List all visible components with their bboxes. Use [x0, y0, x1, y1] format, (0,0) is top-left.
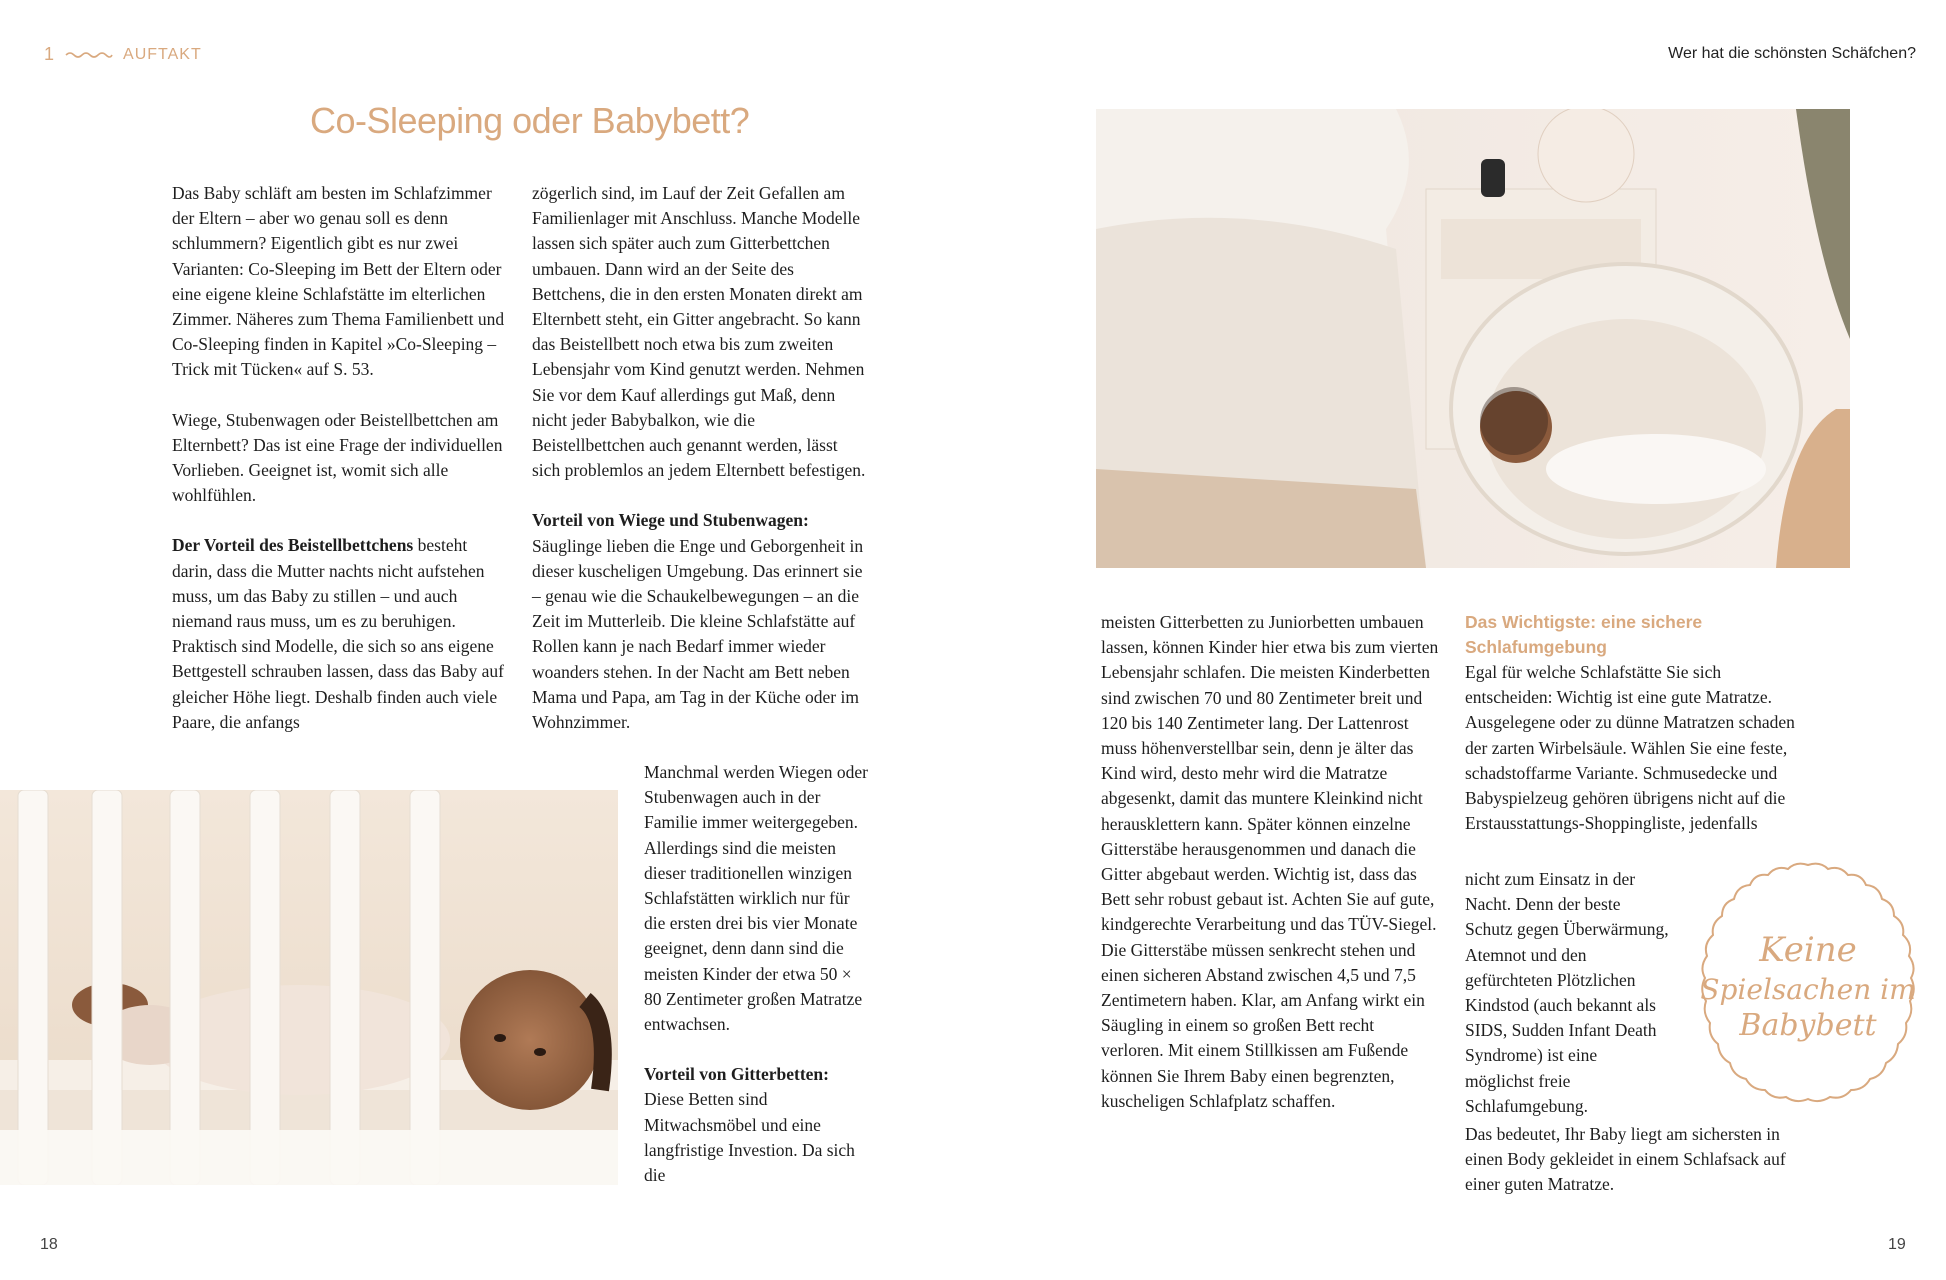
scalloped-circle-icon — [1678, 853, 1938, 1113]
text-column-2b — [644, 760, 872, 1188]
running-title: Wer hat die schönsten Schäfchen? — [1668, 45, 1916, 62]
page-number-left: 18 — [40, 1236, 58, 1253]
paragraph: Egal für welche Schlafstätte Sie sich entscheiden: Wichtig ist eine gute Matratze. Ausgelegene oder zu dünne Matratzen schaden der zarten Wirbelsäule. Wählen Sie eine feste, schadstoffarme Variante. Schmusedecke und Babyspielzeug gehören übrigens nicht auf die Erstausstattungs-Shoppingliste, jedenfalls — [1465, 662, 1795, 834]
paragraph: Säuglinge lieben die Enge und Geborgenheit in dieser kuscheligen Umgebung. Das erinnert sie – genau wie die Schaukelbewegungen – an die Zeit im Mutterleib. Die kleine Schlafstätte auf Rollen kann je nach Bedarf immer wieder woanders stehen. In der Nacht am Bett neben Mama und Papa, am Tag in der Küche oder im Wohnzimmer. — [532, 535, 864, 733]
chapter-label: AUFTAKT — [123, 45, 202, 63]
paragraph: Das Baby schläft am besten im Schlafzimmer der Eltern – aber wo genau soll es denn schlummern? Eigentlich gibt es nur zwei Varianten: Co-Sleeping im Bett der Eltern oder eine eigene kleine Schlafstätte im elterlichen Zimmer. Näheres zum Thema Familienbett und Co-Sleeping finden in Kapitel »Co-Sleeping – Trick mit Tücken« auf S. 53. — [172, 183, 505, 380]
paragraph: Wiege, Stubenwagen oder Beistellbettchen am Elternbett? Das ist eine Frage der individuellen Vorlieben. Geeignet ist, womit sich alle wohlfühlen. — [172, 409, 503, 506]
paragraph: zögerlich sind, im Lauf der Zeit Gefallen am Familienlager mit Anschluss. Manche Modelle lassen sich später auch zum Gitterbettchen umbauen. Dann wird an der Seite des Bettchens, die in den ersten Monaten direkt am Elternbett steht, ein Gitter angebracht. So kann das Beistellbett noch etwa bis zum zweiten Lebensjahr vom Kind genutzt werden. Nehmen Sie vor dem Kauf allerdings gut Maß, denn nicht jeder Babybalkon, wie die Beistellbettchen auch genannt werden, lässt sich problemlos an jedem Elternbett befestigen. — [532, 183, 866, 481]
baby-in-crib-photo — [0, 790, 618, 1185]
crib-illustration — [0, 790, 618, 1185]
paragraph: nicht zum Einsatz in der Nacht. Denn der beste Schutz gegen Überwärmung, Atemnot und den gefürchteten Plötzlichen Kindstod (auch bekannt als SIDS, Sudden Infant Death Syndrome) ist eine möglichst freie Schlafumgebung. — [1465, 869, 1669, 1116]
info-sidebar-end — [1465, 1122, 1805, 1198]
stamp-line-2: Spielsachen im — [1700, 973, 1916, 1006]
chapter-number: 1 — [44, 44, 56, 64]
paragraph: Das bedeutet, Ihr Baby liegt am sichersten in einen Body gekleidet in einem Schlafsack auf einer guten Matratze. — [1465, 1124, 1786, 1195]
stamp-line-1: Keine — [1759, 930, 1857, 970]
info-sidebar-wrap — [1465, 867, 1670, 1119]
info-sidebar — [1465, 610, 1801, 836]
subheading: Vorteil von Gitterbetten: — [644, 1064, 829, 1085]
sidebar-heading: Das Wichtigste: eine sichere Schlafumgebung — [1465, 612, 1703, 657]
bassinet-photo — [1096, 109, 1850, 568]
paragraph: meisten Gitterbetten zu Juniorbetten umbauen lassen, können Kinder hier etwa bis zum vierten Lebensjahr schlafen. Die meisten Kinderbetten sind zwischen 70 und 80 Zentimeter breit und 120 bis 140 Zentimeter lang. Der Lattenrost muss höhenverstellbar sein, denn je älter das Kind wird, desto mehr wird die Matratze abgesenkt, damit das muntere Kleinkind nicht herausklettern kann. Später können einzelne Gitterstäbe herausgenommen und danach die Gitter abgebaut werden. Wichtig ist, dass das Bett sehr robust gebaut ist. Achten Sie auf gute, kindgerechte Verarbeitung und das TÜV-Siegel. Die Gitterstäbe müssen senkrecht stehen und einen sicheren Abstand zwischen 4,5 und 7,5 Zentimetern haben. Klar, am Anfang wirkt ein Säugling in einem so großen Bett recht verloren. Mit einem Stillkissen am Fußende können Sie Ihrem Baby einen begrenzten, kuscheligen Schlafplatz schaffen. — [1101, 612, 1439, 1111]
text-column-3 — [1101, 610, 1441, 1114]
paragraph: Diese Betten sind Mitwachsmöbel und eine langfristige Investion. Da sich die — [644, 1089, 855, 1186]
stamp-line-3: Babybett — [1739, 1008, 1877, 1043]
text-column-2 — [532, 181, 868, 735]
subheading: Vorteil von Wiege und Stubenwagen: — [532, 510, 809, 531]
chapter-marker — [44, 44, 202, 65]
wave-ornament-icon — [65, 50, 113, 60]
stamp-badge — [1678, 853, 1938, 1113]
article-title: Co-Sleeping oder Babybett? — [310, 100, 750, 141]
bassinet-illustration — [1096, 109, 1850, 568]
lead-in: Der Vorteil des Beistellbettchens — [172, 535, 414, 556]
paragraph: Manchmal werden Wiegen oder Stubenwagen auch in der Familie immer weitergegeben. Allerdings sind die meisten dieser traditionellen winzigen Schlafstätten wirklich nur für die ersten drei bis vier Monate geeignet, denn dann sind die meisten Kinder der etwa 50 × 80 Zentimeter großen Matratze entwachsen. — [644, 762, 868, 1035]
text-column-1 — [172, 181, 508, 735]
paragraph: Der Vorteil des Beistellbettchens besteht darin, dass die Mutter nachts nicht aufstehen muss, um das Baby zu stillen – und auch niemand raus muss, um es zu beruhigen. Praktisch sind Modelle, die sich so ans eigene Bettgestell schrauben lassen, dass das Baby auf gleicher Höhe liegt. Deshalb finden auch viele Paare, die anfangs — [172, 535, 504, 732]
page-number-right: 19 — [1888, 1236, 1906, 1253]
